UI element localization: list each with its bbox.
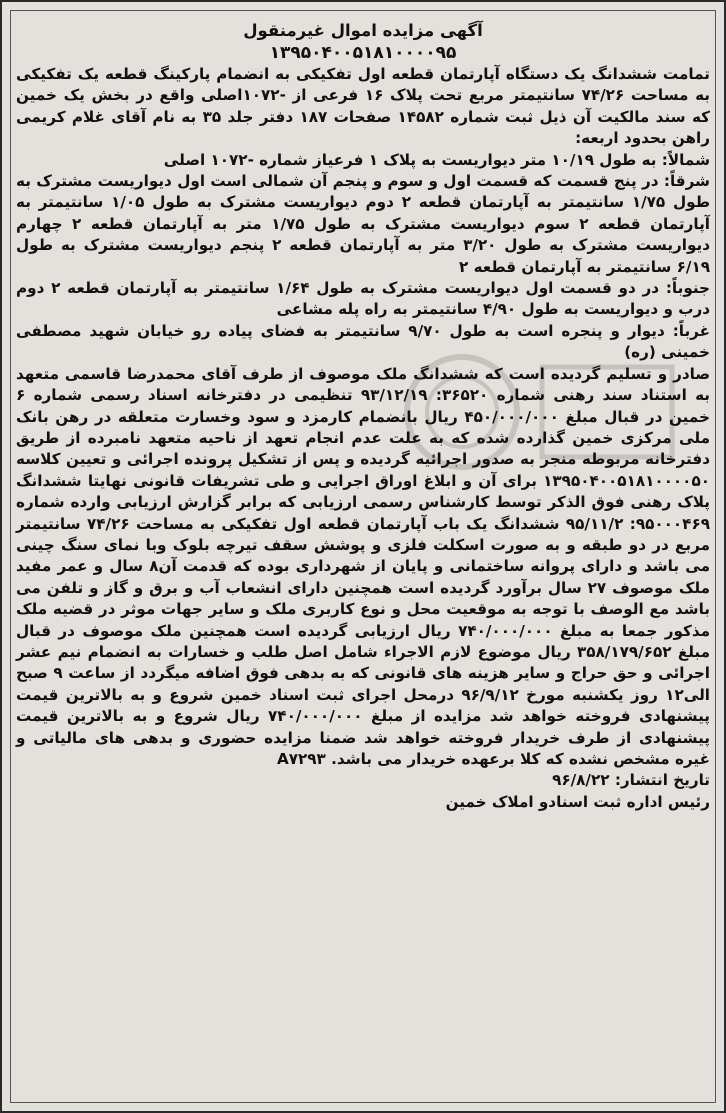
notice-title: آگهی مزایده اموال غیرمنقول [243, 21, 483, 40]
boundary-south: جنوباً: در دو قسمت اول دیواریست مشترک به طول ۱/۶۴ سانتیمتر به آپارتمان قطعه ۲ دوم درب و دیواریست به طول ۴/۹۰ سانتیمتر به راه پله مشاعی [16, 279, 710, 319]
notice-code: ۱۳۹۵۰۴۰۰۵۱۸۱۰۰۰۰۹۵ [269, 43, 457, 63]
boundary-north: شمالاً: به طول ۱۰/۱۹ متر دیواریست به پلاک ۱ فرعیاز شماره -۱۰۷۲ اصلی [163, 150, 710, 169]
boundary-east: شرقاً: در پنج قسمت که قسمت اول و سوم و پنجم آن شمالی است اول دیواریست مشترک به طول ۱/۷۵ سانتیمتر به آپارتمان قطعه ۲ دوم دیواریست مشترک به طول ۱/۰۵ سانتیمتر به آپارتمان قطعه ۲ سوم دیواریست مشترک به طول ۱/۷۵ متر به آپارتمان قطعه ۲ چهارم دیواریست مشترک به طول ۳/۲۰ متر به آپارتمان قطعه ۲ پنجم دیواریست مشترک به طول ۶/۱۹ سانتیمتر به آپارتمان قطعه ۲ [16, 172, 710, 276]
signature-line: رئیس اداره ثبت اسنادو املاک خمین [445, 792, 710, 811]
notice-intro: تمامت ششدانگ یک دستگاه آپارتمان قطعه اول تفکیکی به انضمام پارکینگ قطعه یک تفکیکی به مساحت ۷۴/۲۶ سانتیمتر مربع تحت پلاک ۱۶ فرعی از -۱۰۷۲اصلی واقع در بخش یک خمین که سند مالکیت آن ذیل ثبت شماره ۱۴۵۸۲ صفحات ۱۸۷ دفتر جلد ۳۵ به نام آقای غلام کریمی راهن بحدود اربعه: [16, 65, 710, 148]
notice-content [16, 20, 710, 813]
boundary-west: غرباً: دیوار و پنجره است به طول ۹/۷۰ سانتیمتر به فضای پیاده رو خیابان شهید مصطفی خمینی (ره) [16, 321, 710, 362]
publish-date: تاریخ انتشار: ۹۶/۸/۲۲ [552, 771, 710, 790]
notice-body: صادر و تسلیم گردیده است که ششدانگ ملک موصوف از طرف آقای محمدرضا قاسمی متعهد به استناد سند رهنی شماره ۳۶۵۲۰: ۹۳/۱۲/۱۹ تنظیمی در دفترخانه اسناد رسمی شماره ۶ خمین در قبال مبلغ ۴۵۰/۰۰۰/۰۰۰ ریال بانضمام کارمزد و سود وخسارت متعلقه در رهن بانک ملی مرکزی خمین گذارده شده که به علت عدم انجام تعهد از ناحیه متعهد نامبرده از طریق دفترخانه مربوطه منجر به صدور اجرائیه گردیده و پس از تشکیل پرونده اجرائی و تعیین کلاسه ۱۳۹۵۰۴۰۰۵۱۸۱۰۰۰۰۵۰ برای آن و ابلاغ اوراق اجرایی و طی تشریفات قانونی نهایتا ششدانگ پلاک رهنی فوق الذکر توسط کارشناس رسمی ارزیابی که برابر گزارش ارزیابی وارده شماره ۹۵۰۰۰۴۶۹: ۹۵/۱۱/۲ ششدانگ یک باب آپارتمان قطعه اول تفکیکی به مساحت ۷۴/۲۶ سانتیمتر مربع در دو طبقه و به صورت اسکلت فلزی و پوشش سقف تیرچه بلوک وبا نمای سنگ چینی می باشد و دارای پروانه ساختمانی و پایان از شهرداری بوده که قدمت آن۸ سال و عمر مفید ملک موصوف ۲۷ سال برآورد گردیده است همچنین دارای انشعاب آب و برق و گاز و تلفن می باشد مع الوصف با توجه به موقعیت محل و نوع کاربری ملک و سایر جهات موثر در قضیه ملک مذکور جمعا به مبلغ ۷۴۰/۰۰۰/۰۰۰ ریال ارزیابی گردیده است همچنین ملک موصوف در قبال مبلغ ۳۵۸/۱۷۹/۶۵۲ ریال موضوع لازم الاجراء شامل اصل طلب و خسارات به انضمام نیم عشر اجرائی و حق حراج و سایر هزینه های قانونی که به بدهی فوق اضافه میگردد از ساعت ۹ صبح الی۱۲ روز یکشنبه مورخ ۹۶/۹/۱۲ درمحل اجرای ثبت اسناد خمین شروع و به بالاترین قیمت پیشنهادی فروخته خواهد شد مزایده از مبلغ ۷۴۰/۰۰۰/۰۰۰ ریال شروع و به بالاترین قیمت پیشنهادی از طرف خریدار فروخته خواهد شد ضمنا مزایده حضوری و بدهی های مالیاتی و غیره مشخص نشده که کلا برعهده خریدار می باشد. A۷۲۹۳ [16, 364, 711, 768]
